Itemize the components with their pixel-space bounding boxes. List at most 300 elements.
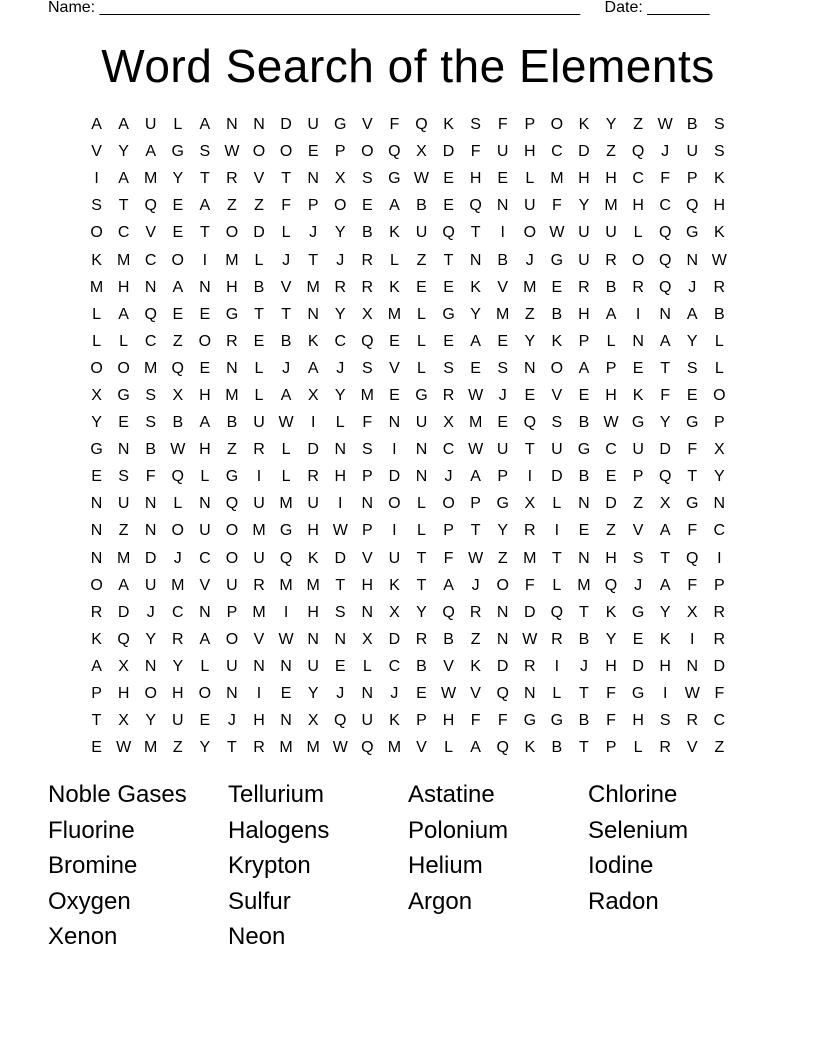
- grid-cell: Q: [686, 549, 699, 567]
- grid-cell: U: [524, 197, 536, 215]
- grid-cell: U: [253, 495, 265, 513]
- grid-cell: E: [578, 522, 590, 540]
- grid-cell: J: [227, 712, 236, 730]
- grid-cell: M: [604, 197, 618, 215]
- grid-cell: E: [199, 712, 211, 730]
- grid-cell: A: [470, 332, 481, 350]
- grid-cell: E: [632, 630, 644, 648]
- grid-cell: P: [334, 143, 346, 161]
- grid-cell: K: [578, 116, 590, 134]
- grid-cell: Y: [578, 197, 590, 215]
- grid-row: [83, 301, 733, 328]
- grid-cell: W: [332, 522, 348, 540]
- grid-cell: M: [225, 251, 239, 269]
- grid-cell: E: [199, 305, 211, 323]
- grid-cell: S: [497, 359, 509, 377]
- grid-cell: W: [468, 549, 484, 567]
- grid-cell: L: [119, 332, 129, 350]
- grid-cell: L: [444, 739, 453, 757]
- grid-cell: F: [470, 143, 481, 161]
- grid-cell: F: [497, 712, 508, 730]
- grid-cell: O: [90, 576, 103, 594]
- grid-cell: Y: [199, 739, 211, 757]
- grid-cell: M: [279, 495, 293, 513]
- word-list-item: Argon: [408, 887, 473, 915]
- grid-cell: L: [173, 116, 183, 134]
- grid-cell: C: [605, 441, 617, 459]
- grid-cell: M: [577, 576, 591, 594]
- grid-cell: U: [307, 495, 319, 513]
- grid-cell: T: [579, 739, 589, 757]
- grid-cell: L: [417, 359, 426, 377]
- grid-cell: Z: [633, 495, 643, 513]
- grid-cell: Q: [442, 603, 455, 621]
- grid-cell: I: [338, 495, 343, 513]
- grid-cell: P: [605, 739, 617, 757]
- grid-cell: U: [144, 116, 157, 134]
- grid-cell: X: [361, 305, 373, 323]
- grid-cell: M: [306, 576, 320, 594]
- grid-cell: S: [714, 143, 725, 161]
- grid-cell: O: [225, 522, 239, 540]
- word-list: [48, 777, 768, 955]
- grid-cell: W: [468, 386, 484, 404]
- grid-cell: X: [307, 712, 319, 730]
- grid-cell: V: [199, 576, 211, 594]
- grid-cell: G: [686, 224, 699, 242]
- grid-cell: G: [686, 414, 699, 432]
- grid-cell: O: [225, 224, 239, 242]
- grid-cell: H: [605, 170, 617, 188]
- grid-cell: B: [416, 197, 427, 215]
- grid-cell: C: [442, 441, 455, 459]
- grid-cell: J: [282, 359, 291, 377]
- grid-cell: J: [282, 251, 291, 269]
- grid-cell: B: [443, 630, 454, 648]
- grid-cell: V: [551, 386, 563, 404]
- grid-cell: W: [711, 251, 727, 269]
- grid-cell: U: [551, 441, 563, 459]
- grid-cell: M: [360, 386, 374, 404]
- grid-cell: E: [443, 197, 454, 215]
- grid-cell: R: [686, 712, 699, 730]
- word-list-item: Tellurium: [228, 781, 325, 808]
- grid-cell: A: [118, 576, 129, 594]
- grid-cell: Q: [171, 468, 184, 486]
- grid-cell: F: [687, 441, 698, 459]
- name-field-label: Name: ______________________________________________________: [48, 0, 581, 16]
- grid-cell: Q: [144, 197, 157, 215]
- grid-cell: A: [199, 414, 211, 432]
- grid-cell: T: [443, 251, 454, 269]
- grid-cell: Q: [442, 224, 455, 242]
- grid-cell: N: [496, 630, 509, 648]
- grid-cell: Z: [172, 739, 183, 757]
- grid-cell: E: [686, 386, 698, 404]
- grid-cell: L: [335, 414, 345, 432]
- grid-cell: A: [443, 576, 454, 594]
- grid-cell: S: [199, 143, 211, 161]
- grid-cell: O: [334, 197, 347, 215]
- grid-cell: A: [659, 332, 671, 350]
- grid-cell: P: [524, 116, 536, 134]
- grid-cell: N: [524, 685, 536, 703]
- grid-cell: Y: [91, 414, 102, 432]
- grid-cell: U: [686, 143, 699, 161]
- grid-cell: A: [199, 116, 211, 134]
- grid-cell: Q: [686, 197, 699, 215]
- grid-cell: Z: [606, 522, 616, 540]
- grid-cell: D: [388, 468, 401, 486]
- grid-cell: H: [578, 170, 590, 188]
- grid-cell: S: [361, 359, 373, 377]
- grid-cell: U: [361, 712, 374, 730]
- grid-cell: L: [362, 657, 372, 675]
- grid-cell: I: [256, 685, 262, 703]
- grid-cell: P: [91, 685, 102, 703]
- word-list-item: Sulfur: [228, 887, 291, 915]
- grid-cell: R: [90, 603, 103, 621]
- grid-cell: F: [606, 685, 616, 703]
- grid-cell: J: [661, 143, 670, 161]
- grid-cell: V: [632, 522, 644, 540]
- grid-cell: E: [470, 359, 481, 377]
- grid-cell: H: [632, 197, 644, 215]
- grid-cell: P: [578, 332, 590, 350]
- grid-cell: U: [199, 522, 211, 540]
- grid-cell: K: [470, 278, 481, 296]
- grid-cell: X: [389, 603, 400, 621]
- grid-cell: Q: [658, 468, 672, 486]
- grid-cell: U: [226, 657, 238, 675]
- grid-cell: O: [225, 549, 239, 567]
- grid-cell: N: [686, 251, 699, 269]
- grid-cell: W: [684, 685, 700, 703]
- grid-cell: E: [199, 359, 211, 377]
- grid-cell: S: [470, 116, 481, 134]
- grid-cell: L: [92, 305, 101, 323]
- word-list-item: Iodine: [588, 852, 654, 880]
- grid-cell: N: [713, 495, 726, 513]
- grid-cell: R: [524, 522, 536, 540]
- grid-cell: M: [523, 278, 537, 296]
- grid-cell: I: [690, 630, 695, 648]
- grid-cell: P: [605, 359, 617, 377]
- grid-cell: O: [388, 495, 401, 513]
- grid-cell: S: [632, 549, 644, 567]
- grid-cell: Y: [605, 630, 617, 648]
- grid-cell: Y: [145, 630, 157, 648]
- grid-cell: B: [578, 712, 590, 730]
- grid-cell: N: [632, 332, 644, 350]
- grid-cell: N: [199, 495, 211, 513]
- grid-cell: C: [632, 170, 644, 188]
- grid-cell: E: [416, 685, 427, 703]
- word-list-item: Xenon: [48, 923, 118, 951]
- grid-cell: I: [392, 522, 397, 540]
- grid-cell: Q: [604, 576, 618, 594]
- grid-cell: U: [253, 414, 265, 432]
- grid-cell: T: [579, 603, 589, 621]
- grid-cell: T: [227, 739, 237, 757]
- grid-cell: L: [552, 685, 562, 703]
- grid-cell: K: [389, 712, 400, 730]
- grid-cell: A: [91, 657, 102, 675]
- grid-cell: Q: [469, 197, 482, 215]
- grid-cell: R: [551, 630, 563, 648]
- grid-cell: I: [554, 522, 560, 540]
- grid-cell: K: [714, 224, 725, 242]
- grid-cell: Z: [227, 441, 237, 459]
- grid-cell: P: [361, 468, 373, 486]
- grid-cell: J: [336, 359, 345, 377]
- grid-cell: H: [605, 657, 617, 675]
- grid-cell: O: [144, 685, 157, 703]
- grid-cell: B: [145, 441, 157, 459]
- grid-cell: X: [416, 143, 427, 161]
- grid-cell: Z: [254, 197, 264, 215]
- grid-cell: K: [91, 630, 102, 648]
- grid-cell: D: [605, 495, 617, 513]
- grid-cell: P: [470, 495, 481, 513]
- grid-cell: P: [416, 712, 427, 730]
- grid-cell: D: [388, 630, 401, 648]
- grid-cell: Z: [227, 197, 237, 215]
- word-list-item: Krypton: [228, 852, 311, 880]
- word-list-item: Halogens: [228, 816, 330, 844]
- grid-cell: W: [170, 441, 186, 459]
- grid-cell: H: [632, 712, 644, 730]
- grid-cell: A: [118, 116, 129, 134]
- grid-cell: N: [496, 603, 509, 621]
- grid-cell: Y: [524, 332, 536, 350]
- grid-cell: I: [635, 305, 641, 323]
- grid-cell: P: [714, 576, 725, 594]
- grid-cell: L: [200, 468, 210, 486]
- grid-cell: P: [443, 522, 454, 540]
- grid-row: [83, 572, 733, 599]
- grid-row: [83, 382, 733, 409]
- grid-cell: X: [307, 386, 319, 404]
- grid-cell: L: [525, 170, 535, 188]
- grid-cell: A: [172, 278, 184, 296]
- grid-cell: N: [307, 630, 319, 648]
- grid-cell: R: [415, 630, 428, 648]
- grid-cell: X: [714, 441, 725, 459]
- grid-cell: K: [389, 576, 400, 594]
- grid-cell: M: [225, 386, 239, 404]
- grid-cell: C: [144, 332, 157, 350]
- grid-cell: N: [361, 603, 374, 621]
- grid-cell: E: [280, 685, 292, 703]
- grid-cell: F: [362, 414, 373, 432]
- grid-cell: M: [387, 739, 402, 757]
- grid-cell: M: [279, 576, 293, 594]
- grid-cell: G: [631, 414, 645, 432]
- word-list-item: Oxygen: [48, 887, 131, 915]
- grid-cell: L: [281, 224, 291, 242]
- grid-cell: G: [415, 386, 428, 404]
- grid-cell: V: [389, 359, 400, 377]
- grid-cell: G: [225, 468, 239, 486]
- grid-cell: J: [444, 468, 453, 486]
- grid-cell: I: [202, 251, 208, 269]
- grid-cell: Q: [658, 251, 672, 269]
- grid-row: [83, 328, 733, 355]
- word-list-item: Fluorine: [48, 816, 135, 844]
- grid-cell: E: [497, 170, 509, 188]
- grid-cell: N: [280, 657, 292, 675]
- grid-cell: V: [253, 630, 265, 648]
- grid-cell: H: [469, 170, 482, 188]
- grid-cell: D: [334, 549, 347, 567]
- grid-cell: O: [225, 630, 239, 648]
- grid-row: [83, 707, 733, 734]
- grid-cell: F: [443, 549, 454, 567]
- grid-cell: E: [443, 278, 454, 296]
- grid-cell: R: [307, 468, 319, 486]
- grid-cell: N: [90, 495, 103, 513]
- grid-cell: Y: [659, 414, 671, 432]
- grid-cell: B: [226, 414, 238, 432]
- grid-cell: K: [551, 332, 563, 350]
- grid-cell: N: [469, 251, 482, 269]
- grid-cell: N: [253, 657, 265, 675]
- grid-cell: V: [497, 278, 509, 296]
- grid-cell: P: [686, 170, 698, 188]
- grid-cell: B: [497, 251, 509, 269]
- word-list-item: Helium: [408, 852, 483, 880]
- grid-cell: D: [253, 224, 265, 242]
- grid-cell: B: [253, 278, 265, 296]
- grid-cell: X: [334, 170, 346, 188]
- grid-cell: W: [224, 143, 240, 161]
- letter-grid: [83, 111, 733, 761]
- grid-cell: J: [336, 685, 345, 703]
- grid-cell: N: [659, 305, 671, 323]
- grid-row: [83, 192, 733, 219]
- grid-cell: H: [713, 197, 726, 215]
- grid-cell: Q: [415, 116, 428, 134]
- grid-cell: A: [307, 359, 319, 377]
- grid-cell: W: [413, 170, 430, 188]
- grid-cell: P: [632, 468, 644, 486]
- grid-cell: D: [659, 441, 671, 459]
- grid-cell: T: [199, 170, 210, 188]
- grid-cell: Z: [470, 630, 481, 648]
- grid-cell: T: [660, 359, 671, 377]
- grid-cell: D: [496, 657, 509, 675]
- grid-cell: L: [633, 739, 643, 757]
- grid-row: [83, 599, 733, 626]
- grid-cell: L: [417, 495, 426, 513]
- grid-cell: X: [361, 630, 373, 648]
- grid-cell: Y: [686, 332, 698, 350]
- grid-cell: I: [662, 685, 668, 703]
- word-list-item: Noble Gases: [48, 781, 187, 808]
- grid-cell: Q: [171, 359, 184, 377]
- grid-cell: T: [308, 251, 319, 269]
- grid-cell: Z: [497, 549, 508, 567]
- grid-cell: L: [254, 359, 264, 377]
- grid-cell: G: [577, 441, 591, 459]
- grid-cell: R: [632, 278, 644, 296]
- grid-cell: E: [416, 278, 427, 296]
- grid-cell: C: [713, 522, 726, 540]
- grid-cell: R: [361, 278, 374, 296]
- grid-cell: H: [605, 549, 617, 567]
- grid-cell: D: [117, 603, 130, 621]
- grid-cell: G: [117, 386, 130, 404]
- grid-cell: V: [145, 224, 157, 242]
- grid-cell: T: [91, 712, 102, 730]
- grid-cell: Y: [605, 116, 617, 134]
- grid-cell: B: [578, 468, 590, 486]
- grid-cell: O: [171, 522, 184, 540]
- grid-cell: U: [307, 657, 319, 675]
- grid-cell: N: [280, 712, 292, 730]
- grid-cell: Y: [334, 305, 346, 323]
- grid-cell: W: [278, 414, 294, 432]
- grid-cell: Q: [279, 549, 293, 567]
- grid-cell: X: [91, 386, 102, 404]
- grid-cell: Q: [658, 224, 672, 242]
- grid-cell: Z: [606, 143, 616, 161]
- grid-cell: G: [550, 712, 564, 730]
- grid-cell: Q: [523, 414, 537, 432]
- grid-cell: Z: [633, 116, 643, 134]
- grid-row: [83, 274, 733, 301]
- grid-cell: J: [498, 386, 507, 404]
- grid-cell: M: [116, 251, 131, 269]
- grid-cell: B: [578, 630, 590, 648]
- grid-cell: I: [717, 549, 722, 567]
- grid-cell: F: [687, 576, 698, 594]
- grid-cell: Z: [416, 251, 427, 269]
- grid-cell: E: [551, 278, 563, 296]
- grid-cell: W: [441, 685, 457, 703]
- header-line: [48, 0, 710, 18]
- grid-cell: A: [118, 170, 129, 188]
- grid-cell: A: [118, 305, 129, 323]
- grid-cell: V: [470, 685, 481, 703]
- grid-cell: L: [281, 441, 291, 459]
- grid-cell: Q: [144, 305, 157, 323]
- grid-cell: G: [631, 685, 645, 703]
- grid-cell: K: [91, 251, 102, 269]
- grid-cell: C: [117, 224, 130, 242]
- grid-cell: Q: [334, 712, 347, 730]
- grid-cell: T: [254, 305, 264, 323]
- grid-cell: J: [525, 251, 534, 269]
- grid-cell: R: [713, 278, 726, 296]
- grid-cell: N: [578, 495, 590, 513]
- grid-cell: S: [118, 468, 129, 486]
- grid-cell: N: [686, 657, 699, 675]
- grid-cell: L: [606, 332, 616, 350]
- grid-cell: U: [144, 576, 157, 594]
- grid-cell: K: [524, 739, 536, 757]
- grid-cell: A: [145, 143, 157, 161]
- grid-cell: A: [91, 116, 102, 134]
- grid-cell: F: [606, 712, 616, 730]
- grid-cell: P: [497, 468, 509, 486]
- grid-cell: K: [389, 224, 400, 242]
- grid-cell: E: [389, 386, 400, 404]
- grid-cell: B: [551, 305, 563, 323]
- grid-cell: S: [551, 414, 563, 432]
- grid-cell: U: [117, 495, 130, 513]
